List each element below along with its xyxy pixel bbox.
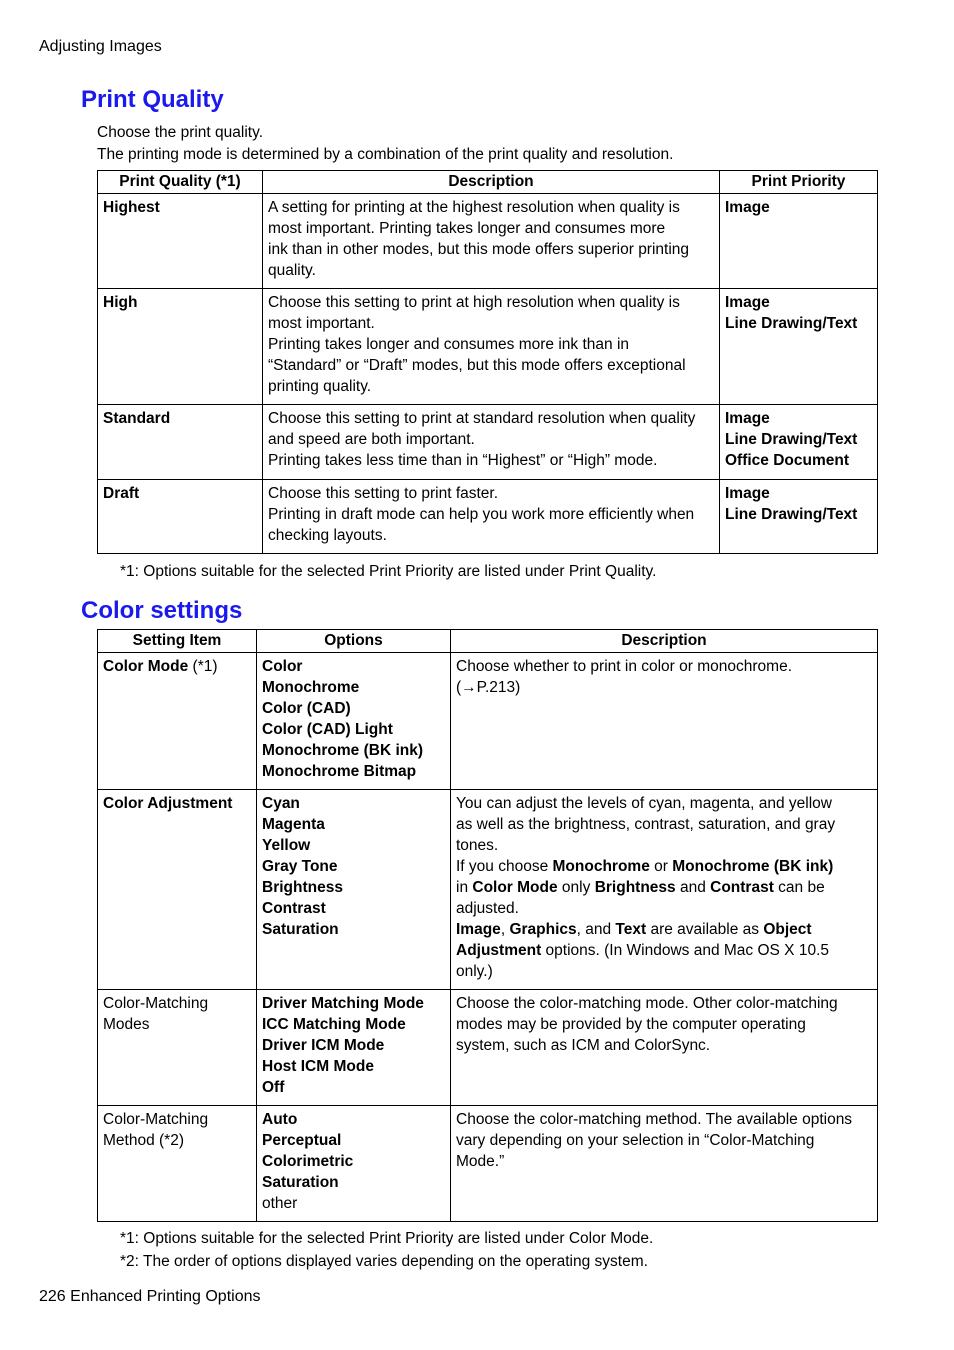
column-header: Print Quality (*1) xyxy=(98,171,263,194)
table-header-row xyxy=(98,171,878,194)
setting-options: Cyan Magenta Yellow Gray Tone Brightness Contrast Saturation xyxy=(257,790,451,990)
setting-options: Auto Perceptual Colorimetric Saturation other xyxy=(257,1106,451,1222)
setting-description: Choose whether to print in color or monochrome. (→P.213) xyxy=(451,653,878,790)
quality-description: Choose this setting to print at standard resolution when quality and speed are both important. Printing takes less time than in “Highest” or “High” mode. xyxy=(263,405,720,480)
setting-description: Choose the color-matching method. The available options vary depending on your selection in “Color-Matching Mode.” xyxy=(451,1106,878,1222)
print-priority: Image Line Drawing/Text xyxy=(720,289,878,405)
table-row xyxy=(98,653,878,790)
section-title-print-quality: Print Quality xyxy=(81,86,224,113)
setting-item: Color Adjustment xyxy=(98,790,257,990)
page-footer: 226 Enhanced Printing Options xyxy=(39,1288,261,1305)
setting-options: Color Monochrome Color (CAD) Color (CAD) Light Monochrome (BK ink) Monochrome Bitmap xyxy=(257,653,451,790)
column-header: Options xyxy=(257,630,451,653)
print-priority: Image xyxy=(720,194,878,289)
table-header-row xyxy=(98,630,878,653)
table-row xyxy=(98,194,878,289)
quality-name: Highest xyxy=(98,194,263,289)
print-priority: Image Line Drawing/Text xyxy=(720,480,878,554)
footnote: *1: Options suitable for the selected Print Priority are listed under Color Mode. xyxy=(120,1230,654,1247)
table-row xyxy=(98,990,878,1106)
quality-name: High xyxy=(98,289,263,405)
setting-item: Color-Matching Method (*2) xyxy=(98,1106,257,1222)
column-header: Print Priority xyxy=(720,171,878,194)
print-priority: Image Line Drawing/Text Office Document xyxy=(720,405,878,480)
column-header: Description xyxy=(451,630,878,653)
table-row xyxy=(98,1106,878,1222)
table-row xyxy=(98,480,878,554)
quality-name: Standard xyxy=(98,405,263,480)
print-quality-table xyxy=(97,170,878,554)
footnote: *1: Options suitable for the selected Print Priority are listed under Print Quality. xyxy=(120,563,657,580)
section-title-color-settings: Color settings xyxy=(81,597,243,624)
quality-description: Choose this setting to print faster. Printing in draft mode can help you work more efficiently when checking layouts. xyxy=(263,480,720,554)
setting-options: Driver Matching Mode ICC Matching Mode Driver ICM Mode Host ICM Mode Off xyxy=(257,990,451,1106)
quality-description: A setting for printing at the highest resolution when quality is most important. Printing takes longer and consumes more ink than in other modes, but this mode offers superior printing quality. xyxy=(263,194,720,289)
setting-item: Color-Matching Modes xyxy=(98,990,257,1106)
setting-description: Choose the color-matching mode. Other color-matching modes may be provided by the computer operating system, such as ICM and ColorSync. xyxy=(451,990,878,1106)
intro-line-2: The printing mode is determined by a combination of the print quality and resolution. xyxy=(97,146,674,163)
table-row xyxy=(98,289,878,405)
quality-description: Choose this setting to print at high resolution when quality is most important. Printing takes longer and consumes more ink than in “Standard” or “Draft” modes, but this mode offers exceptional printing quality. xyxy=(263,289,720,405)
setting-item: Color Mode (*1) xyxy=(98,653,257,790)
column-header: Description xyxy=(263,171,720,194)
table-row xyxy=(98,405,878,480)
table-row xyxy=(98,790,878,990)
column-header: Setting Item xyxy=(98,630,257,653)
intro-line-1: Choose the print quality. xyxy=(97,124,264,141)
quality-name: Draft xyxy=(98,480,263,554)
color-settings-table xyxy=(97,629,878,1222)
running-header: Adjusting Images xyxy=(39,38,162,55)
footnote: *2: The order of options displayed varies depending on the operating system. xyxy=(120,1253,648,1270)
setting-description: You can adjust the levels of cyan, magenta, and yellow as well as the brightness, contrast, saturation, and gray tones. If you choose Monochrome or Monochrome (BK ink) in Color Mode only Brightness and Contrast can be adjusted. Image, Graphics, and Text are available as Object Adjustment options. (In Windows and Mac OS X 10.5 only.) xyxy=(451,790,878,990)
